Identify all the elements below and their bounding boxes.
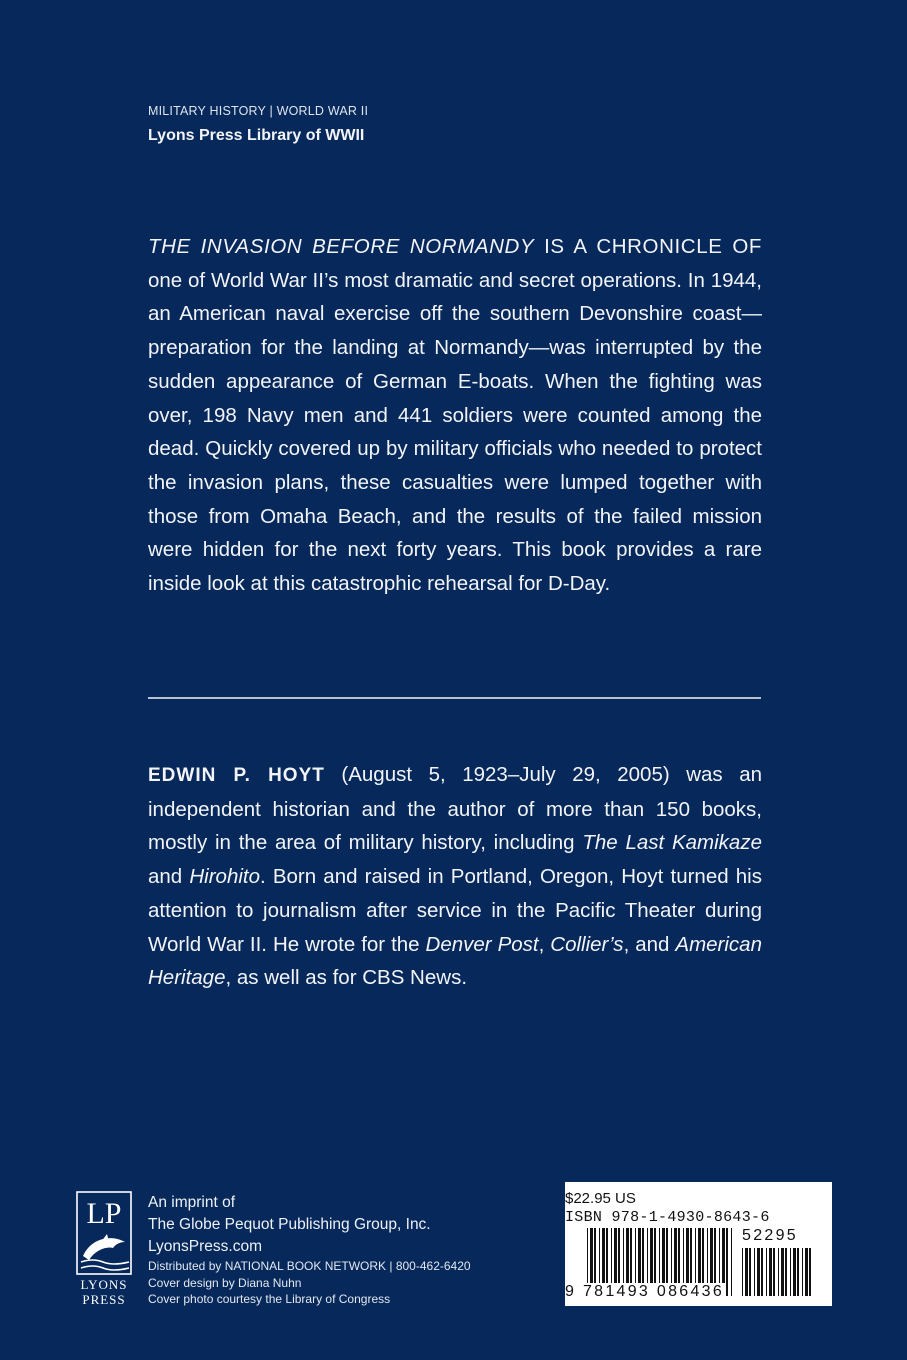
logo-initials: LP bbox=[86, 1197, 122, 1230]
addon-digits: 52295 bbox=[742, 1227, 798, 1244]
description-body: one of World War II’s most dramatic and secret operations. In 1944, an American naval exercise off the southern Devonshire coast—preparation for the landing at Normandy—was interrupted by the sudden appearance of German E-boats. When the fighting was over, 198 Navy men and 441 soldiers were counted among the dead. Quickly covered up by military officials who needed to protect the invasion plans, these casualties were lumped together with those from Omaha Beach, and the results of the failed mission were hidden for the next forty years. This book provides a rare inside look at this catastrophic rehearsal for D-Day. bbox=[148, 268, 762, 596]
publisher-name: The Globe Pequot Publishing Group, Inc. bbox=[148, 1216, 431, 1233]
imprint-block bbox=[148, 1192, 431, 1258]
category-line: MILITARY HISTORY | WORLD WAR II bbox=[148, 104, 369, 118]
cover-photo-credit: Cover photo courtesy the Library of Congress bbox=[148, 1292, 391, 1306]
barcode-digits: 9 781493 086436 bbox=[565, 1283, 725, 1300]
book-title: THE INVASION BEFORE NORMANDY bbox=[148, 235, 535, 258]
isbn: ISBN 978-1-4930-8643-6 bbox=[565, 1209, 770, 1226]
author-bio bbox=[148, 758, 762, 995]
bio-text: . Born and raised in Portland, Oregon, Hoyt turned his attention to journalism after service in the Pacific Theater during World War II. He wrote for the bbox=[148, 865, 762, 956]
logo-line-2: PRESS bbox=[82, 1292, 126, 1307]
bio-text: , as well as for CBS News. bbox=[225, 966, 468, 990]
price: $22.95 US bbox=[565, 1190, 636, 1207]
publisher-logo bbox=[73, 1190, 139, 1308]
description-lead: IS A CHRONICLE OF bbox=[534, 235, 762, 258]
publication-2: Collier’s bbox=[550, 932, 624, 956]
credits-block bbox=[148, 1258, 471, 1308]
author-name: EDWIN P. HOYT bbox=[148, 765, 325, 786]
cover-design-credit: Cover design by Diana Nuhn bbox=[148, 1275, 302, 1290]
book-description bbox=[148, 230, 762, 601]
book-title-1: The Last Kamikaze bbox=[582, 831, 762, 855]
distribution-line: Distributed by NATIONAL BOOK NETWORK | 800-462-6420 bbox=[148, 1259, 471, 1273]
bio-text: , bbox=[538, 932, 551, 956]
publication-3: American Heritage bbox=[148, 932, 762, 990]
series-title: Lyons Press Library of WWII bbox=[148, 127, 365, 144]
bio-text: , and bbox=[623, 932, 676, 956]
bio-text: (August 5, 1923–July 29, 2005) was an independent historian and the author of more than 150 books, mostly in the area of military history, including bbox=[148, 763, 763, 855]
dolphin-icon bbox=[81, 1234, 129, 1270]
barcode-panel bbox=[565, 1182, 832, 1306]
imprint-line: An imprint of bbox=[148, 1194, 236, 1211]
publication-1: Denver Post bbox=[425, 932, 539, 956]
bio-text: and bbox=[148, 865, 190, 889]
divider bbox=[148, 697, 761, 699]
logo-line-1: LYONS bbox=[80, 1277, 128, 1292]
publisher-website: LyonsPress.com bbox=[148, 1238, 262, 1255]
book-title-2: Hirohito bbox=[189, 865, 260, 889]
